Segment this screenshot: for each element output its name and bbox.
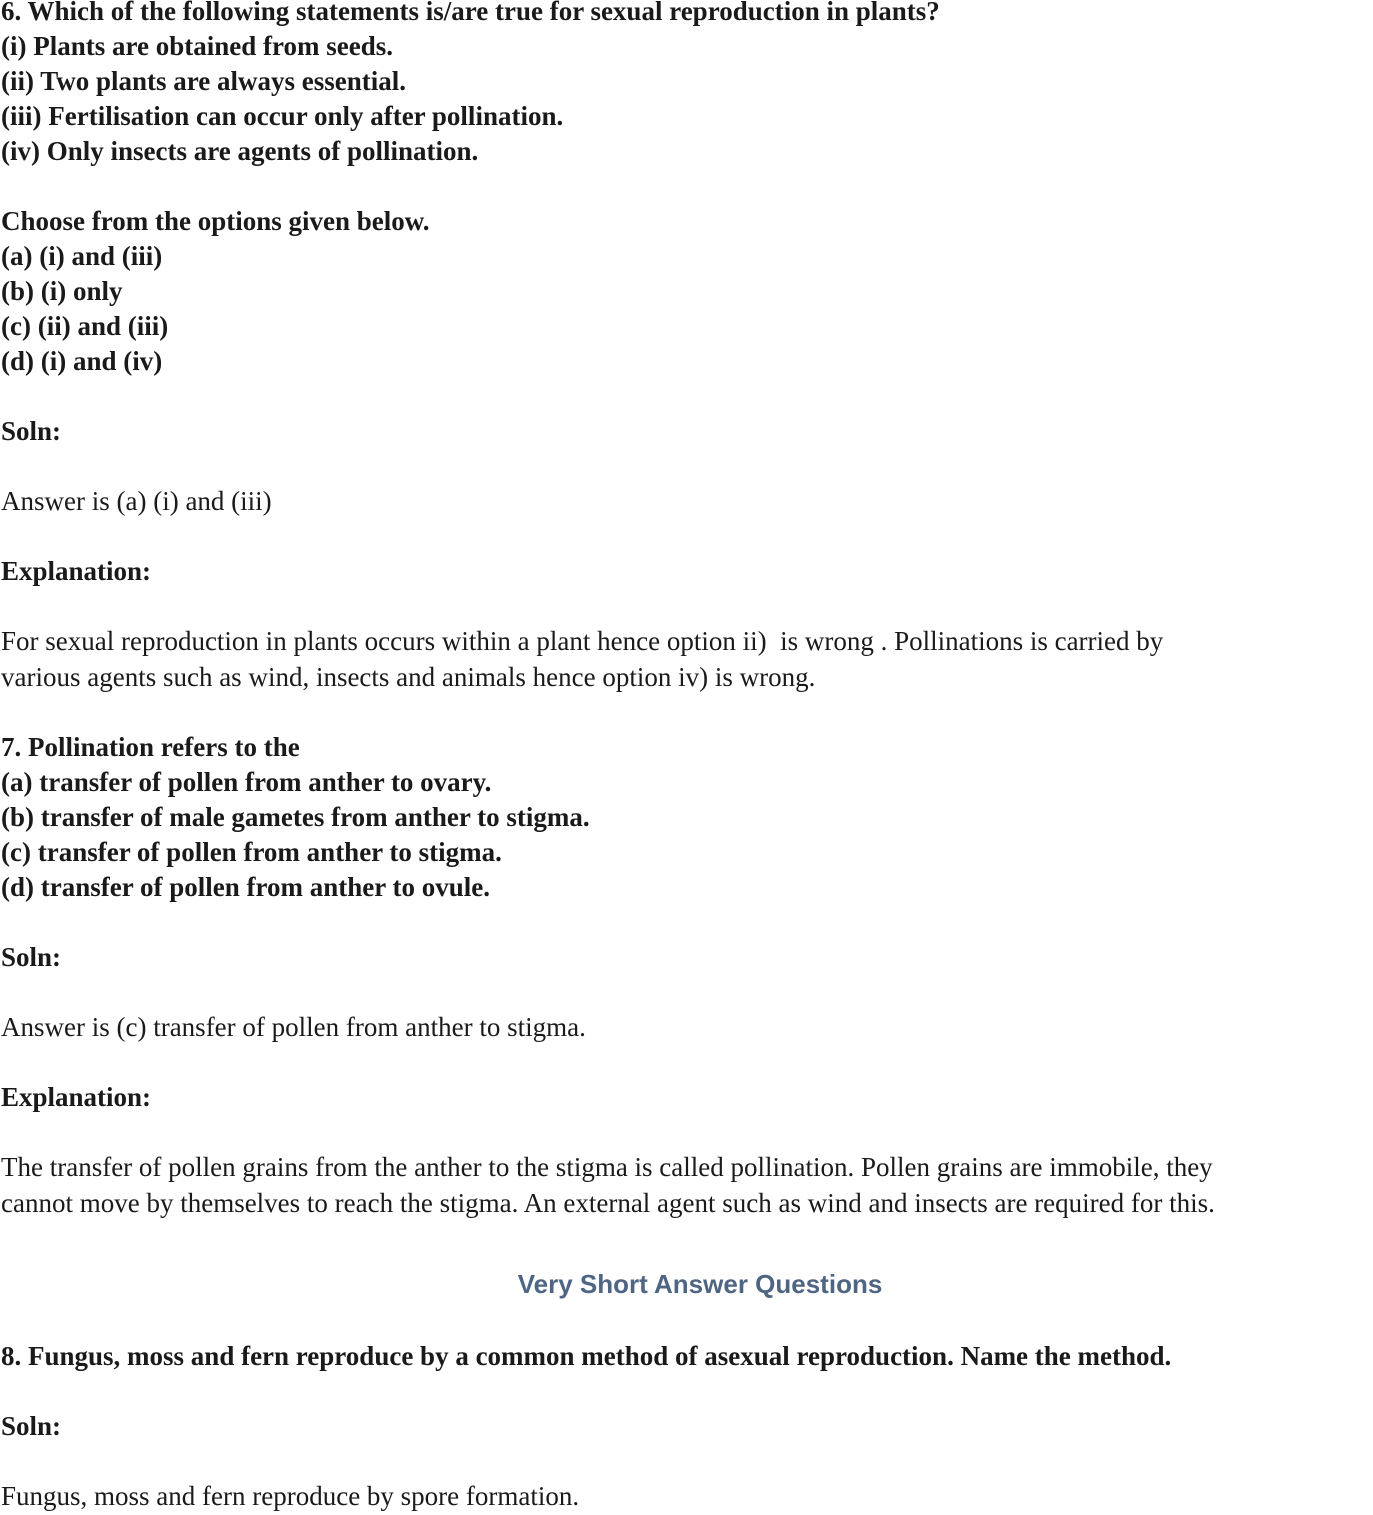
soln-label: Soln:: [1, 1411, 62, 1441]
section-heading: Very Short Answer Questions: [517, 1269, 883, 1299]
explanation-line: cannot move by themselves to reach the stigma. An external agent such as wind and insects are required for this.: [1, 1188, 1215, 1218]
explanation-line: The transfer of pollen grains from the anther to the stigma is called pollination. Pollen grains are immobile, they: [1, 1152, 1213, 1182]
soln-label: Soln:: [1, 416, 62, 446]
statement: (iii) Fertilisation can occur only after pollination.: [1, 101, 564, 131]
explanation-label: Explanation:: [1, 1082, 152, 1112]
option: (b) (i) only: [1, 276, 123, 306]
question-7: 7. Pollination refers to the: [1, 732, 300, 762]
option: (b) transfer of male gametes from anther to stigma.: [1, 802, 590, 832]
explanation-label: Explanation:: [1, 556, 152, 586]
statement: (ii) Two plants are always essential.: [1, 66, 407, 96]
choose-instruction: Choose from the options given below.: [1, 206, 430, 236]
statement: (iv) Only insects are agents of pollination.: [1, 136, 479, 166]
explanation-line: various agents such as wind, insects and animals hence option iv) is wrong.: [1, 662, 816, 692]
answer: Fungus, moss and fern reproduce by spore formation.: [1, 1481, 580, 1511]
option: (c) transfer of pollen from anther to stigma.: [1, 837, 502, 867]
statement: (i) Plants are obtained from seeds.: [1, 31, 393, 61]
option: (c) (ii) and (iii): [1, 311, 169, 341]
option: (d) transfer of pollen from anther to ovule.: [1, 872, 490, 902]
option: (d) (i) and (iv): [1, 346, 163, 376]
answer: Answer is (a) (i) and (iii): [1, 486, 272, 516]
answer: Answer is (c) transfer of pollen from anther to stigma.: [1, 1012, 586, 1042]
question-8-block: [1, 1339, 1171, 1514]
question-6: 6. Which of the following statements is/are true for sexual reproduction in plants?: [1, 0, 940, 26]
document-body: [1, 0, 1373, 1221]
question-8: 8. Fungus, moss and fern reproduce by a common method of asexual reproduction. Name the method.: [1, 1341, 1172, 1371]
option: (a) transfer of pollen from anther to ovary.: [1, 767, 492, 797]
option: (a) (i) and (iii): [1, 241, 163, 271]
soln-label: Soln:: [1, 942, 62, 972]
explanation-line: For sexual reproduction in plants occurs within a plant hence option ii) is wrong . Pollinations is carried by: [1, 626, 1164, 656]
